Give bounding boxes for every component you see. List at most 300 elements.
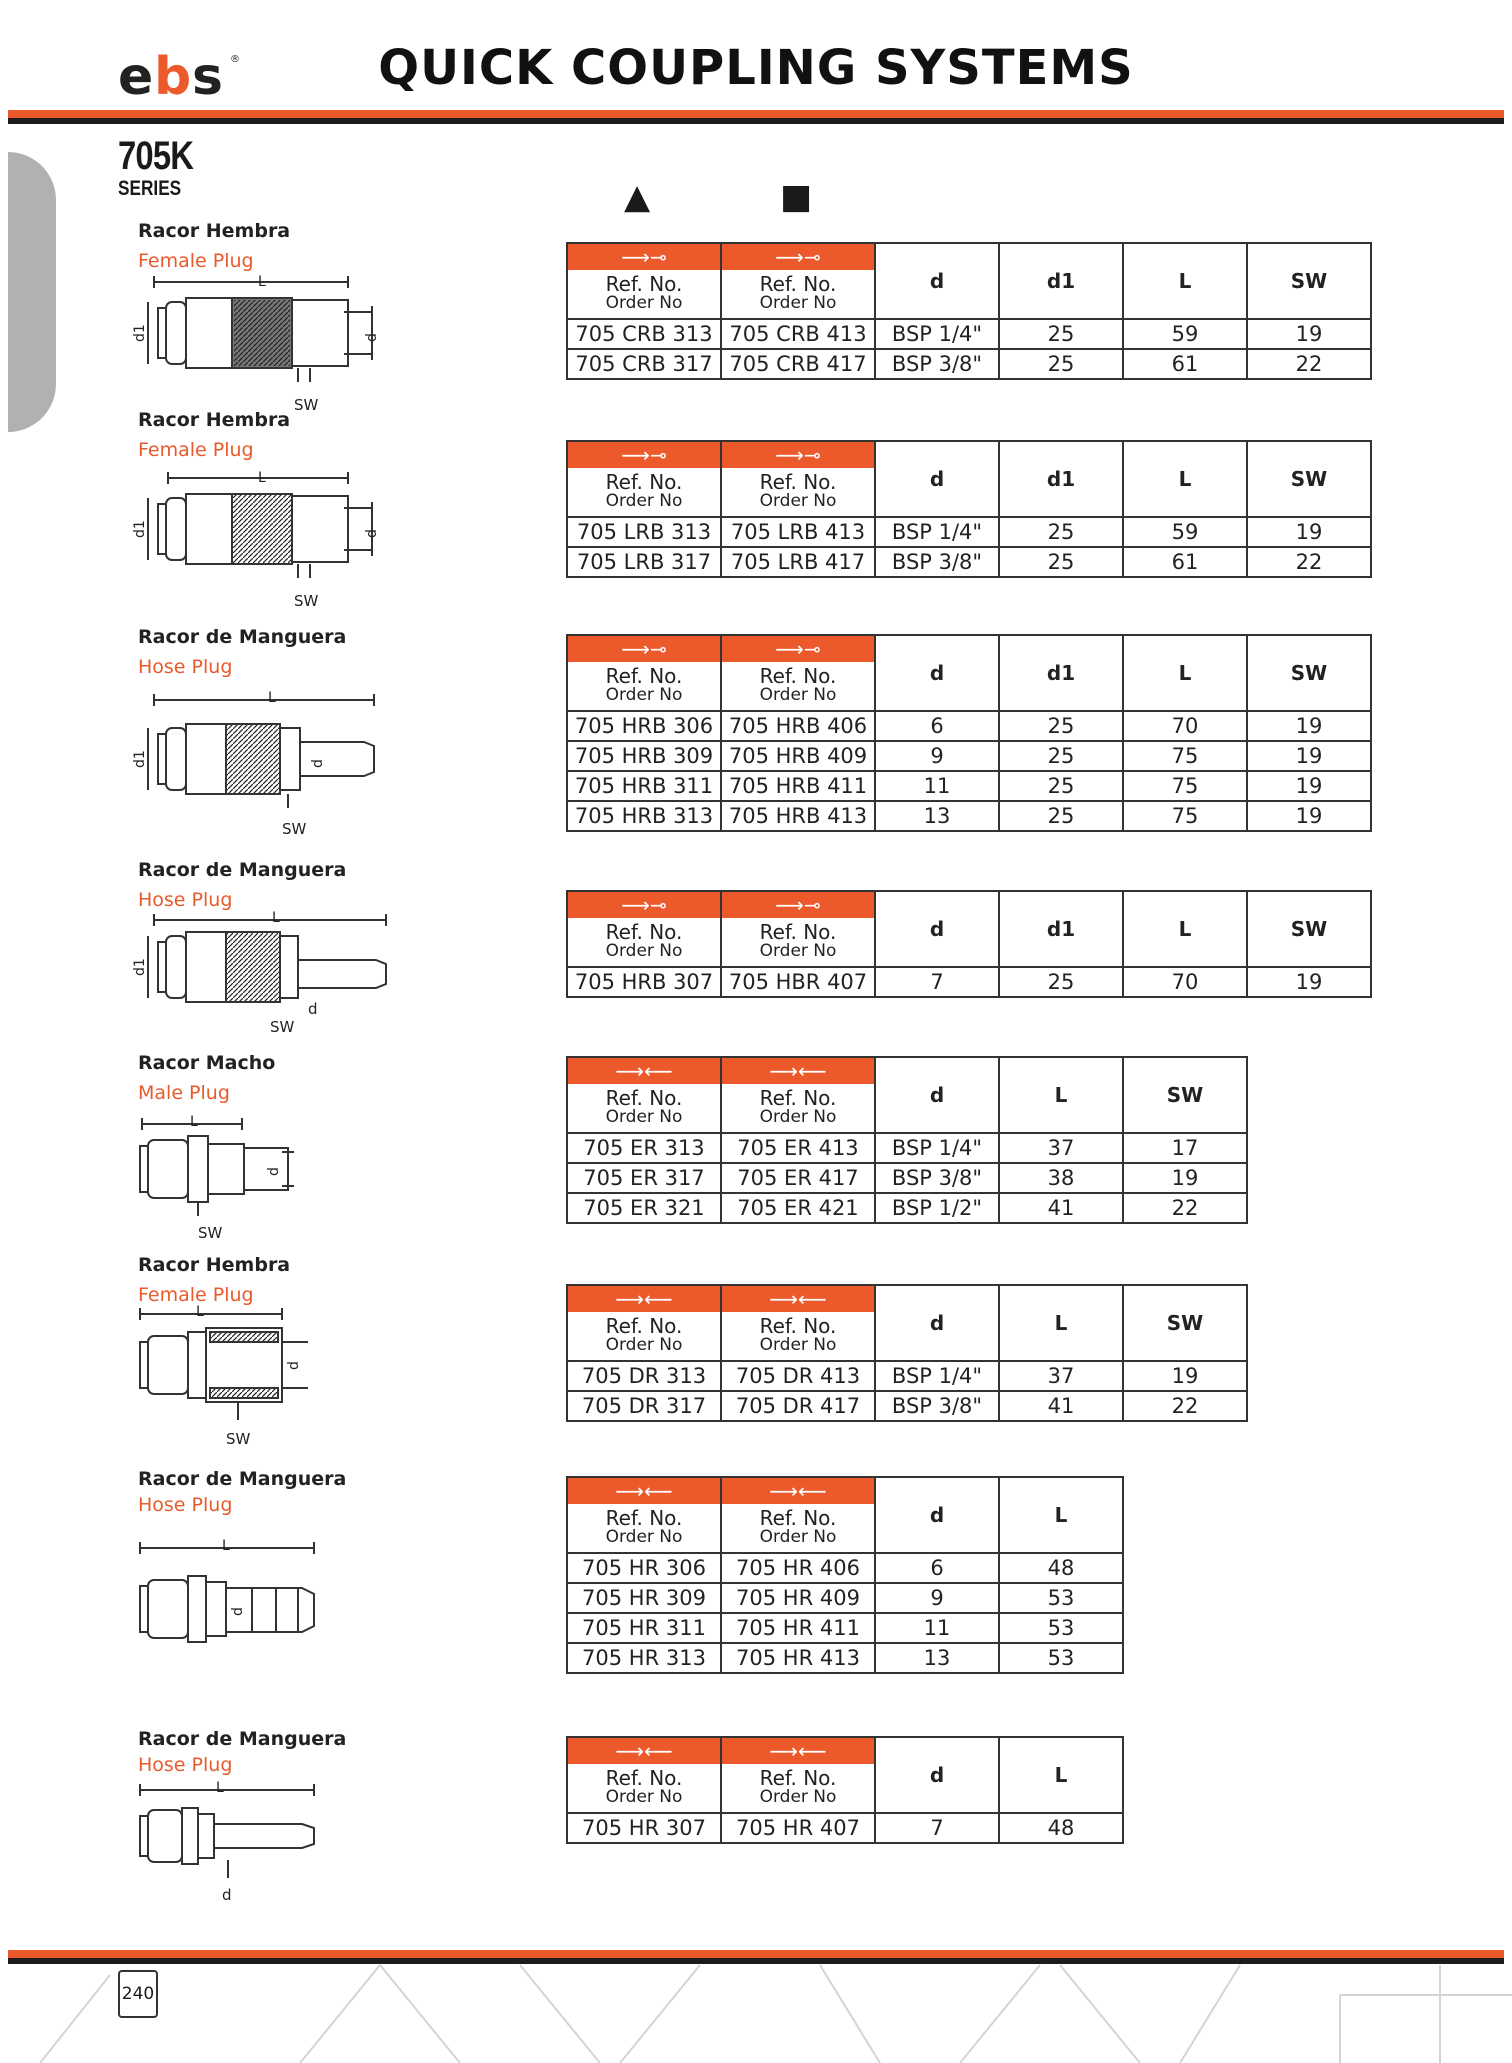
table-cell: 19 [1123, 1163, 1247, 1193]
section-7-label [138, 1466, 346, 1518]
table-cell: 37 [999, 1361, 1123, 1391]
dim-d1: d1 [132, 958, 148, 976]
table-cell: 41 [999, 1391, 1123, 1421]
triangle-marker: ▲ [624, 177, 651, 217]
dim-sw: SW [270, 1018, 295, 1036]
hose-plug-drawing [132, 684, 398, 840]
table-cell: 705 HR 406 [721, 1553, 875, 1583]
table-cell: 38 [999, 1163, 1123, 1193]
header-ref [721, 891, 875, 967]
section-title-en: Hose Plug [138, 1494, 233, 1516]
table-cell: 19 [1247, 771, 1371, 801]
section-title-en: Female Plug [138, 1284, 254, 1306]
header-col: L [1123, 635, 1247, 711]
table-cell: 705 ER 417 [721, 1163, 875, 1193]
plug-icon: ⟶⟵ [769, 1287, 827, 1311]
header-col: SW [1247, 891, 1371, 967]
table-cell: 19 [1247, 967, 1371, 997]
table-cell: 7 [875, 967, 999, 997]
table-cell: 48 [999, 1553, 1123, 1583]
ref-label: Ref. No. [605, 1506, 683, 1530]
page-title: QUICK COUPLING SYSTEMS [378, 40, 1134, 96]
table-cell: BSP 3/8" [875, 349, 999, 379]
header-d: d [875, 243, 999, 319]
header-col: L [999, 1737, 1123, 1813]
plug-icon: ⟶⟵ [769, 1059, 827, 1083]
female-plug-drawing [132, 272, 398, 418]
table-cell: BSP 3/8" [875, 1163, 999, 1193]
header-col: SW [1123, 1285, 1247, 1361]
footer-band-orange [8, 1950, 1504, 1958]
ref-label: Ref. No. [759, 470, 837, 494]
dim-d: d [364, 529, 380, 538]
header-ref [567, 1057, 721, 1133]
order-label: Order No [759, 1787, 837, 1807]
spec-table-dr [566, 1284, 1248, 1422]
header-ref [567, 1737, 721, 1813]
table-row [567, 547, 1371, 577]
section-title-es: Racor de Manguera [138, 626, 347, 648]
table-cell: 9 [875, 741, 999, 771]
dim-L: L [190, 1114, 198, 1130]
header-L: L [1123, 243, 1247, 319]
table-row [567, 517, 1371, 547]
header-icon-bar [568, 892, 720, 918]
table-cell: 705 ER 317 [567, 1163, 721, 1193]
section-title-en: Hose Plug [138, 1754, 233, 1776]
header-ref [567, 891, 721, 967]
table-cell: 75 [1123, 771, 1247, 801]
header-icon-bar [568, 636, 720, 662]
table-cell: 19 [1247, 801, 1371, 831]
table-cell: 705 ER 321 [567, 1193, 721, 1223]
table-cell: BSP 1/4" [875, 319, 999, 349]
section-title-es: Racor Hembra [138, 220, 291, 242]
table-cell: 705 HRB 313 [567, 801, 721, 831]
table-cell: 705 HRB 309 [567, 741, 721, 771]
header-ref-square [721, 243, 875, 319]
table-cell: 25 [999, 741, 1123, 771]
dim-sw: SW [198, 1224, 223, 1242]
header-icon-bar [568, 1286, 720, 1312]
header-icon-bar [568, 1058, 720, 1084]
table-header-row [567, 1057, 1247, 1133]
table-cell: BSP 1/2" [875, 1193, 999, 1223]
series-label [118, 136, 210, 199]
hose-plug-drawing [132, 908, 398, 1040]
table-header-row [567, 441, 1371, 517]
table-cell: 705 HR 413 [721, 1643, 875, 1673]
table-row [567, 1163, 1247, 1193]
table-cell: 22 [1247, 547, 1371, 577]
table-cell: 25 [999, 711, 1123, 741]
svg-text:b: b [154, 47, 189, 107]
table-cell: 705 HR 307 [567, 1813, 721, 1843]
table-cell: 19 [1123, 1361, 1247, 1391]
table-cell: 25 [999, 801, 1123, 831]
table-cell: 11 [875, 771, 999, 801]
table-cell: 705 HR 309 [567, 1583, 721, 1613]
ref-label: Ref. No. [605, 1766, 683, 1790]
order-label: Order No [605, 1527, 683, 1547]
header-icon-bar [722, 636, 874, 662]
header-icon-bar [722, 1738, 874, 1764]
table-cell: 22 [1247, 349, 1371, 379]
table-cell: 61 [1123, 349, 1247, 379]
table-cell: 59 [1123, 517, 1247, 547]
dim-d: d [364, 333, 380, 342]
section-title-en: Male Plug [138, 1082, 230, 1104]
table-cell: 22 [1123, 1391, 1247, 1421]
svg-text:s: s [192, 47, 220, 107]
dim-sw: SW [282, 820, 307, 838]
socket-icon: ⟶⊸ [775, 443, 821, 467]
spec-table-lrb [566, 440, 1372, 578]
header-ref [721, 1285, 875, 1361]
header-col: L [1123, 891, 1247, 967]
header-col: L [1123, 441, 1247, 517]
dim-d1: d1 [132, 750, 148, 768]
header-col: d [875, 891, 999, 967]
order-label: Order No [759, 1335, 837, 1355]
table-header-row [567, 635, 1371, 711]
table-cell: 75 [1123, 741, 1247, 771]
table-cell: 705 ER 413 [721, 1133, 875, 1163]
side-tab [8, 152, 56, 432]
header-icon-bar [722, 1478, 874, 1504]
order-label: Order No [605, 685, 683, 705]
male-plug-drawing [132, 1108, 332, 1242]
header-icon-bar [722, 442, 874, 468]
plug-icon: ⟶⟵ [615, 1287, 673, 1311]
header-icon-bar [568, 1478, 720, 1504]
header-icon-bar [722, 1058, 874, 1084]
table-row [567, 319, 1371, 349]
table-cell: 6 [875, 711, 999, 741]
plug-icon: ⟶⟵ [769, 1479, 827, 1503]
table-row [567, 801, 1371, 831]
header-icon-bar [722, 892, 874, 918]
table-cell: 61 [1123, 547, 1247, 577]
dim-L: L [268, 690, 276, 706]
spec-table-hrb-307 [566, 890, 1372, 998]
socket-icon: ⟶⊸ [775, 637, 821, 661]
table-cell: 705 HRB 406 [721, 711, 875, 741]
svg-text:®: ® [230, 54, 240, 65]
table-cell: 75 [1123, 801, 1247, 831]
header-band-dark [8, 118, 1504, 124]
table-cell: 37 [999, 1133, 1123, 1163]
header-icon-bar [568, 1738, 720, 1764]
dim-L: L [258, 274, 266, 290]
table-cell: BSP 1/4" [875, 1133, 999, 1163]
table-cell: 48 [999, 1813, 1123, 1843]
socket-icon: ⟶⊸ [775, 893, 821, 917]
spec-table-hrb [566, 634, 1372, 832]
table-row [567, 1583, 1123, 1613]
table-cell: 25 [999, 547, 1123, 577]
page-number: 240 [118, 1970, 158, 2018]
ref-label: Ref. No. [759, 1314, 837, 1338]
header-ref [721, 441, 875, 517]
section-5-label [138, 1048, 275, 1108]
hose-plug-drawing [132, 1778, 332, 1902]
table-row [567, 771, 1371, 801]
plug-icon: ⟶⟵ [615, 1059, 673, 1083]
table-cell: 705 HR 409 [721, 1583, 875, 1613]
order-label: Order No [759, 941, 837, 961]
dim-L: L [258, 470, 266, 486]
header-col: d [875, 1285, 999, 1361]
table-cell: 25 [999, 517, 1123, 547]
table-row [567, 1133, 1247, 1163]
table-cell: 13 [875, 1643, 999, 1673]
header-d1: d1 [999, 243, 1123, 319]
table-row [567, 1643, 1123, 1673]
dim-d: d [310, 759, 326, 768]
order-label: Order No [605, 1335, 683, 1355]
table-header-row [567, 243, 1371, 319]
section-title-en: Female Plug [138, 250, 254, 272]
header-col: d [875, 1477, 999, 1553]
table-cell: 705 LRB 317 [567, 547, 721, 577]
svg-text:e: e [118, 47, 151, 107]
table-cell: 705 LRB 417 [721, 547, 875, 577]
dim-L: L [196, 1304, 204, 1320]
ref-label: Ref. No. [605, 920, 683, 944]
table-cell: 705 DR 417 [721, 1391, 875, 1421]
table-row [567, 1361, 1247, 1391]
table-cell: 705 HRB 307 [567, 967, 721, 997]
table-header-row [567, 891, 1371, 967]
table-cell: 705 HRB 306 [567, 711, 721, 741]
table-row [567, 1613, 1123, 1643]
spec-table-er [566, 1056, 1248, 1224]
dim-L: L [272, 910, 280, 926]
table-cell: 59 [1123, 319, 1247, 349]
dim-sw: SW [226, 1430, 251, 1448]
table-cell: 705 ER 313 [567, 1133, 721, 1163]
table-cell: 70 [1123, 967, 1247, 997]
table-cell: 705 CRB 317 [567, 349, 721, 379]
female-plug-drawing [132, 468, 398, 614]
header-ref [567, 1477, 721, 1553]
table-cell: 705 HRB 409 [721, 741, 875, 771]
footer-band-dark [8, 1958, 1504, 1964]
socket-icon: ⟶⊸ [621, 443, 667, 467]
table-cell: 705 HRB 413 [721, 801, 875, 831]
section-title-es: Racor de Manguera [138, 1468, 347, 1490]
table-cell: 25 [999, 319, 1123, 349]
order-label: Order No [605, 491, 683, 511]
section-title-en: Female Plug [138, 439, 254, 461]
table-cell: 705 CRB 313 [567, 319, 721, 349]
dim-d: d [230, 1607, 246, 1616]
header-SW: SW [1247, 243, 1371, 319]
socket-icon: ⟶⊸ [775, 245, 821, 269]
table-cell: 53 [999, 1643, 1123, 1673]
ref-label: Ref. No. [759, 1766, 837, 1790]
table-cell: 9 [875, 1583, 999, 1613]
section-3-label [138, 622, 346, 682]
section-8-label [138, 1726, 346, 1778]
section-title-es: Racor de Manguera [138, 859, 347, 881]
table-cell: 13 [875, 801, 999, 831]
table-cell: 70 [1123, 711, 1247, 741]
table-header-row [567, 1477, 1123, 1553]
table-cell: 705 HRB 411 [721, 771, 875, 801]
header-col: SW [1247, 635, 1371, 711]
header-ref-triangle [567, 243, 721, 319]
table-cell: 11 [875, 1613, 999, 1643]
ref-label: Ref. No. [605, 1314, 683, 1338]
ref-label: Ref. No. [605, 664, 683, 688]
table-row [567, 1553, 1123, 1583]
table-cell: 705 DR 313 [567, 1361, 721, 1391]
table-cell: 705 HR 306 [567, 1553, 721, 1583]
table-cell: 705 CRB 413 [721, 319, 875, 349]
table-cell: BSP 1/4" [875, 1361, 999, 1391]
order-label: Order No [759, 685, 837, 705]
order-label: Order No [759, 293, 837, 313]
table-row [567, 1193, 1247, 1223]
header-icon-bar [722, 244, 874, 270]
table-cell: 705 DR 413 [721, 1361, 875, 1391]
header-ref [567, 1285, 721, 1361]
section-1-label [138, 216, 290, 276]
header-icon-bar [722, 1286, 874, 1312]
table-row [567, 967, 1371, 997]
square-marker: ■ [780, 177, 813, 217]
plug-icon: ⟶⟵ [769, 1739, 827, 1763]
header-col: d [875, 441, 999, 517]
table-cell: 53 [999, 1613, 1123, 1643]
ref-label: Ref. No. [759, 920, 837, 944]
ref-label: Ref. No. [605, 272, 683, 296]
table-cell: 705 HR 313 [567, 1643, 721, 1673]
table-row [567, 711, 1371, 741]
section-6-label [138, 1250, 290, 1310]
dim-d: d [266, 1167, 282, 1176]
socket-icon: ⟶⊸ [621, 637, 667, 661]
table-cell: 19 [1247, 741, 1371, 771]
order-label: Order No [605, 1787, 683, 1807]
plug-icon: ⟶⟵ [615, 1479, 673, 1503]
ref-label: Ref. No. [759, 1506, 837, 1530]
section-4-label [138, 855, 346, 915]
table-cell: 705 CRB 417 [721, 349, 875, 379]
section-title-es: Racor Hembra [138, 1254, 291, 1276]
dim-L: L [216, 1780, 224, 1796]
dim-d1: d1 [132, 520, 148, 538]
table-header-row [567, 1285, 1247, 1361]
header-col: L [999, 1057, 1123, 1133]
series-text: SERIES [118, 177, 182, 200]
header-col: d [875, 1057, 999, 1133]
section-title-es: Racor de Manguera [138, 1728, 347, 1750]
socket-icon: ⟶⊸ [621, 893, 667, 917]
header-col: L [999, 1285, 1123, 1361]
table-cell: 25 [999, 771, 1123, 801]
table-cell: 19 [1247, 319, 1371, 349]
table-cell: 19 [1247, 517, 1371, 547]
table-cell: 6 [875, 1553, 999, 1583]
order-label: Order No [759, 1527, 837, 1547]
header-col: d [875, 1737, 999, 1813]
table-cell: 41 [999, 1193, 1123, 1223]
table-cell: 705 LRB 413 [721, 517, 875, 547]
header-col: d1 [999, 891, 1123, 967]
table-cell: 53 [999, 1583, 1123, 1613]
ref-label: Ref. No. [605, 1086, 683, 1110]
header-col: L [999, 1477, 1123, 1553]
header-col: d1 [999, 441, 1123, 517]
order-label: Order No [605, 293, 683, 313]
table-cell: 25 [999, 967, 1123, 997]
section-title-es: Racor Macho [138, 1052, 276, 1074]
header-icon-bar [568, 244, 720, 270]
ref-label: Ref. No. [759, 272, 837, 296]
table-cell: 7 [875, 1813, 999, 1843]
header-ref [721, 1477, 875, 1553]
dim-sw: SW [294, 396, 319, 414]
table-cell: 705 DR 317 [567, 1391, 721, 1421]
dim-sw: SW [294, 592, 319, 610]
table-cell: 17 [1123, 1133, 1247, 1163]
table-cell: 22 [1123, 1193, 1247, 1223]
table-row [567, 741, 1371, 771]
section-title-es: Racor Hembra [138, 409, 291, 431]
header-col: d1 [999, 635, 1123, 711]
table-cell: 705 HR 311 [567, 1613, 721, 1643]
table-cell: 705 LRB 313 [567, 517, 721, 547]
dim-d1: d1 [132, 324, 148, 342]
footer-background-drawing [0, 1965, 1512, 2063]
ref-label: Ref. No. [605, 470, 683, 494]
order-label: Order No [759, 491, 837, 511]
order-label: Order No [605, 1107, 683, 1127]
table-cell: BSP 3/8" [875, 1391, 999, 1421]
header-band-orange [8, 110, 1504, 118]
header-col: d [875, 635, 999, 711]
table-row [567, 349, 1371, 379]
table-cell: BSP 1/4" [875, 517, 999, 547]
socket-icon: ⟶⊸ [621, 245, 667, 269]
series-number: 705K [118, 134, 194, 178]
header-col: SW [1247, 441, 1371, 517]
plug-icon: ⟶⟵ [615, 1739, 673, 1763]
table-cell: 705 HRB 311 [567, 771, 721, 801]
hose-plug-drawing [132, 1534, 332, 1664]
table-header-row [567, 1737, 1123, 1813]
female-plug-drawing [132, 1302, 332, 1452]
table-cell: 705 HR 411 [721, 1613, 875, 1643]
header-col: SW [1123, 1057, 1247, 1133]
section-title-en: Hose Plug [138, 656, 233, 678]
header-ref [721, 1737, 875, 1813]
ref-label: Ref. No. [759, 664, 837, 688]
table-cell: 705 HR 407 [721, 1813, 875, 1843]
header-ref [567, 635, 721, 711]
dim-L: L [222, 1538, 230, 1554]
header-ref [721, 635, 875, 711]
table-cell: 705 ER 421 [721, 1193, 875, 1223]
spec-table-crb [566, 242, 1372, 380]
table-cell: 25 [999, 349, 1123, 379]
table-cell: 705 HBR 407 [721, 967, 875, 997]
header-ref [721, 1057, 875, 1133]
spec-table-hr [566, 1476, 1124, 1674]
